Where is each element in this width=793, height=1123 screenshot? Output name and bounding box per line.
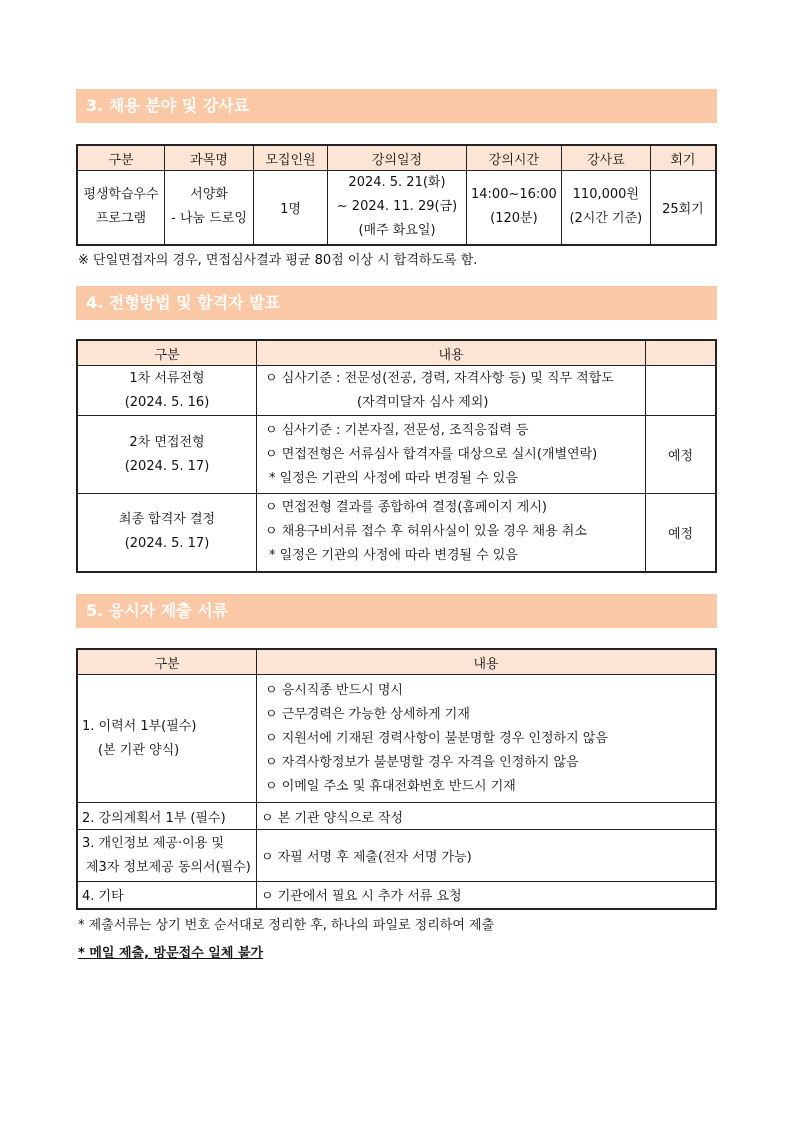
table-header-row [77,340,716,366]
table-row [77,675,716,803]
col-header: 강의일정 [328,145,467,171]
col-header: 내용 [257,649,717,675]
remark-cell: 예정 [646,416,717,494]
remark-cell: 예정 [646,494,717,572]
time-cell: 14:00~16:00 (120분) [467,171,562,245]
table-row [77,494,716,572]
table-row [77,366,716,416]
col-header: 과목명 [165,145,254,171]
doc-cell: 2. 강의계획서 1부 (필수) [77,803,257,830]
doc-cell: 4. 기타 [77,882,257,909]
documents-table [76,648,717,910]
col-header [646,340,717,366]
sessions-cell: 25회기 [650,171,716,245]
section4-title: 4. 전형방법 및 합격자 발표 [76,286,717,320]
stage-cell: 최종 합격자 결정 (2024. 5. 17) [77,494,257,572]
section3-note: ※ 단일면접자의 경우, 면접심사결과 평균 80점 이상 시 합격하도록 함. [78,253,478,268]
table-row [77,416,716,494]
col-header: 강사료 [561,145,650,171]
table-row [77,830,716,882]
stage-cell: 2차 면접전형 (2024. 5. 17) [77,416,257,494]
recruit-cell: 1명 [254,171,328,245]
subject-cell: 서양화 - 나눔 드로잉 [165,171,254,245]
remark-cell [646,366,717,416]
content-cell: ㅇ 심사기준 : 기본자질, 전문성, 조직응집력 등 ㅇ 면접전형은 서류심사 합격자를 대상으로 실시(개별연락) * 일정은 기관의 사정에 따라 변경될 수 있음 [257,416,646,494]
content-cell: ㅇ 심사기준 : 전문성(전공, 경력, 자격사항 등) 및 직무 적합도 (자격미달자 심사 제외) [257,366,646,416]
content-cell: ㅇ 자필 서명 후 제출(전자 서명 가능) [257,830,717,882]
section5-note: * 제출서류는 상기 번호 순서대로 정리한 후, 하나의 파일로 정리하여 제출 [78,918,495,933]
col-header: 회기 [650,145,716,171]
col-header: 구분 [77,145,165,171]
table-header-row [77,649,716,675]
section5-title: 5. 응시자 제출 서류 [76,594,717,628]
doc-cell: 1. 이력서 1부(필수) (본 기관 양식) [77,675,257,803]
col-header: 모집인원 [254,145,328,171]
category-cell: 평생학습우수 프로그램 [77,171,165,245]
table-header-row [77,145,716,171]
content-cell: ㅇ 면접전형 결과를 종합하여 결정(홈페이지 게시) ㅇ 채용구비서류 접수 후 허위사실이 있을 경우 채용 취소 * 일정은 기관의 사정에 따라 변경될 수 있음 [257,494,646,572]
content-cell: ㅇ 본 기관 양식으로 작성 [257,803,717,830]
section5-warning: * 메일 제출, 방문접수 일체 불가 [78,946,264,961]
section3-title: 3. 채용 분야 및 강사료 [76,89,717,123]
col-header: 구분 [77,649,257,675]
table-row [77,803,716,830]
table-row [77,171,716,245]
table-row [77,882,716,909]
schedule-cell: 2024. 5. 21(화) ~ 2024. 11. 29(금) (매주 화요일) [328,171,467,245]
col-header: 강의시간 [467,145,562,171]
stage-cell: 1차 서류전형 (2024. 5. 16) [77,366,257,416]
content-cell: ㅇ 기관에서 필요 시 추가 서류 요청 [257,882,717,909]
content-cell: ㅇ 응시직종 반드시 명시 ㅇ 근무경력은 가능한 상세하게 기재 ㅇ 지원서에 기재된 경력사항이 불분명할 경우 인정하지 않음 ㅇ 자격사항정보가 불분명할 경우 자격을 인정하지 않음 ㅇ 이메일 주소 및 휴대전화번호 반드시 기재 [257,675,717,803]
fee-cell: 110,000원 (2시간 기준) [561,171,650,245]
doc-cell: 3. 개인정보 제공·이용 및 제3자 정보제공 동의서(필수) [77,830,257,882]
col-header: 내용 [257,340,646,366]
recruitment-table [76,144,717,246]
selection-table [76,339,717,573]
col-header: 구분 [77,340,257,366]
